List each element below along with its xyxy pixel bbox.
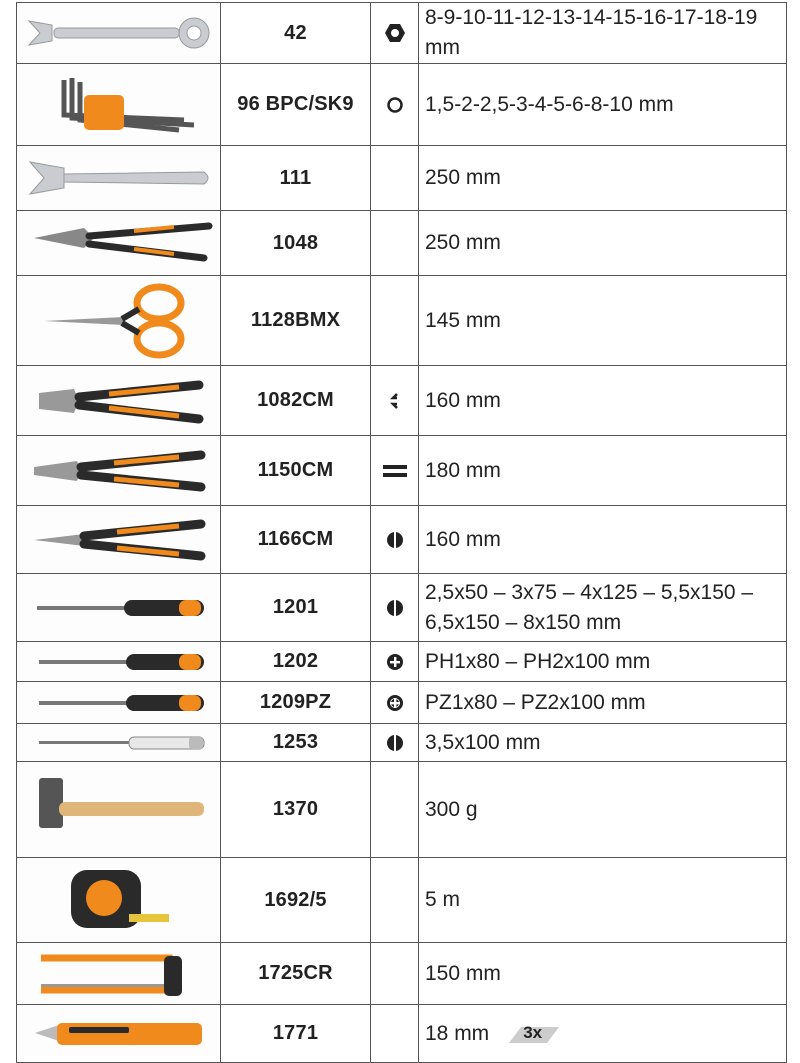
combination-wrench-icon (17, 3, 221, 64)
symbol-cell (371, 211, 419, 276)
size-description (419, 1005, 787, 1063)
product-code: 1082CM (221, 366, 371, 436)
blade-count-badge (507, 1021, 561, 1047)
product-code: 111 (221, 146, 371, 211)
pozidriv-tip-icon (371, 682, 419, 724)
table-row (17, 64, 787, 146)
table-row (17, 642, 787, 682)
combination-pliers-icon (17, 436, 221, 506)
tape-measure-icon (17, 858, 221, 943)
symbol-cell (371, 858, 419, 943)
product-code: 1253 (221, 724, 371, 762)
hex-key-set-icon (17, 64, 221, 146)
size-description (419, 724, 787, 762)
size-description (419, 3, 787, 64)
product-code: 42 (221, 3, 371, 64)
hex-nut-icon (371, 3, 419, 64)
table-row (17, 943, 787, 1005)
size-description (419, 762, 787, 858)
product-code: 1771 (221, 1005, 371, 1063)
utility-knife-icon (17, 1005, 221, 1063)
table-row (17, 211, 787, 276)
size-description (419, 682, 787, 724)
product-code: 96 BPC/SK9 (221, 64, 371, 146)
slotted-tip-icon (371, 574, 419, 642)
size-description (419, 642, 787, 682)
product-code: 1150CM (221, 436, 371, 506)
flat-jaw-icon (371, 436, 419, 506)
product-code: 1725CR (221, 943, 371, 1005)
table-row (17, 574, 787, 642)
size-description (419, 146, 787, 211)
size-text: PH1x80 – PH2x100 mm (425, 649, 651, 673)
table-row (17, 682, 787, 724)
hammer-icon (17, 762, 221, 858)
symbol-cell (371, 146, 419, 211)
product-code: 1692/5 (221, 858, 371, 943)
product-code: 1209PZ (221, 682, 371, 724)
size-text: 160 mm (425, 388, 501, 412)
hacksaw-icon (17, 943, 221, 1005)
product-code: 1202 (221, 642, 371, 682)
product-code: 1370 (221, 762, 371, 858)
size-text: 150 mm (425, 961, 501, 985)
symbol-cell (371, 276, 419, 366)
table-row (17, 1005, 787, 1063)
product-code: 1166CM (221, 506, 371, 574)
water-pump-pliers-icon (17, 211, 221, 276)
size-text: 300 g (425, 797, 478, 821)
voltage-tester-icon (17, 724, 221, 762)
pozidriv-screwdriver-icon (17, 682, 221, 724)
size-text: 5 m (425, 888, 461, 911)
size-description (419, 64, 787, 146)
symbol-cell (371, 1005, 419, 1063)
size-text: 145 mm (425, 308, 501, 332)
table-row (17, 506, 787, 574)
table-row (17, 3, 787, 64)
table-row (17, 762, 787, 858)
size-text: 180 mm (425, 458, 501, 482)
symbol-cell (371, 943, 419, 1005)
size-text: 160 mm (425, 527, 501, 551)
size-description (419, 211, 787, 276)
adjustable-wrench-icon (17, 146, 221, 211)
size-text: 8-9-10-11-12-13-14-15-16-17-18-19 mm (425, 6, 758, 59)
size-text: PZ1x80 – PZ2x100 mm (425, 690, 646, 714)
size-text: 18 mm (425, 1021, 490, 1045)
badge-label: 3x (523, 1022, 543, 1042)
slotted-screwdriver-icon (17, 574, 221, 642)
size-description (419, 366, 787, 436)
size-description (419, 943, 787, 1005)
size-text: 1,5-2-2,5-3-4-5-6-8-10 mm (425, 92, 674, 116)
size-description (419, 574, 787, 642)
phillips-screwdriver-icon (17, 642, 221, 682)
size-description (419, 276, 787, 366)
diagonal-cutter-icon (17, 366, 221, 436)
symbol-cell (371, 762, 419, 858)
table-row (17, 276, 787, 366)
table-row (17, 724, 787, 762)
product-code: 1048 (221, 211, 371, 276)
phillips-tip-icon (371, 642, 419, 682)
slotted-tip-icon (371, 506, 419, 574)
size-text: 3,5x100 mm (425, 730, 541, 754)
table-row (17, 858, 787, 943)
tool-list-table (16, 2, 787, 1063)
size-text: 2,5x50 – 3x75 – 4x125 – 5,5x150 – 6,5x150 – 8x150 mm (425, 580, 754, 634)
long-nose-pliers-icon (17, 506, 221, 574)
size-description (419, 506, 787, 574)
ring-icon (371, 64, 419, 146)
product-code: 1128BMX (221, 276, 371, 366)
product-code: 1201 (221, 574, 371, 642)
table-row (17, 436, 787, 506)
slotted-tip-icon (371, 724, 419, 762)
size-description (419, 858, 787, 943)
size-text: 250 mm (425, 166, 501, 189)
scissors-icon (17, 276, 221, 366)
table-row (17, 146, 787, 211)
cutting-edge-icon (371, 366, 419, 436)
size-text: 250 mm (425, 231, 501, 254)
table-row (17, 366, 787, 436)
size-description (419, 436, 787, 506)
